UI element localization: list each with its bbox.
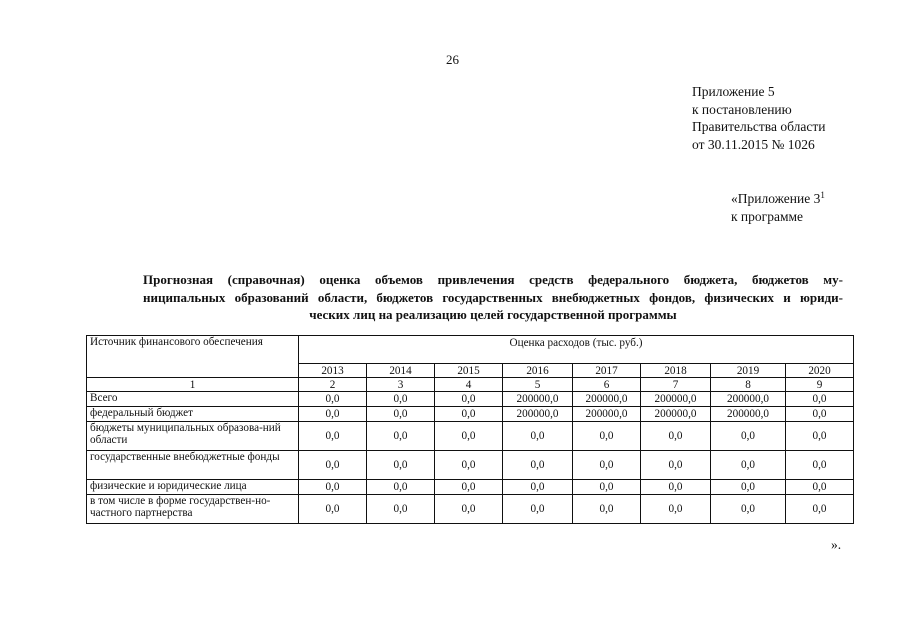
- value-cell: 200000,0: [641, 407, 711, 422]
- value-cell: 0,0: [367, 480, 435, 495]
- value-cell: 0,0: [367, 422, 435, 451]
- year-header: 2013: [299, 364, 367, 378]
- title-line-1: Прогнозная (справочная) оценка объемов привлечения средств федерального бюджета, бюджетов му-: [143, 272, 843, 287]
- value-cell: 0,0: [435, 422, 503, 451]
- source-cell: государственные внебюджетные фонды: [87, 451, 299, 480]
- value-cell: 0,0: [573, 422, 641, 451]
- value-cell: 0,0: [711, 480, 786, 495]
- value-cell: 0,0: [641, 495, 711, 524]
- value-cell: 0,0: [786, 422, 854, 451]
- source-cell: физические и юридические лица: [87, 480, 299, 495]
- year-header: 2018: [641, 364, 711, 378]
- value-cell: 0,0: [435, 392, 503, 407]
- column-numbers-row: [87, 378, 854, 392]
- table-row: [87, 495, 854, 524]
- value-cell: 0,0: [503, 480, 573, 495]
- program-ref-line-1-text: «Приложение 3: [731, 191, 821, 206]
- table-row: [87, 451, 854, 480]
- value-cell: 0,0: [299, 495, 367, 524]
- appendix-line-3: Правительства области: [692, 119, 826, 134]
- value-cell: 200000,0: [711, 407, 786, 422]
- program-ref-superscript: 1: [820, 190, 825, 200]
- table-row: [87, 392, 854, 407]
- column-number: 7: [641, 378, 711, 392]
- table-row: [87, 422, 854, 451]
- closing-quote-mark: ».: [831, 537, 842, 552]
- estimate-column-header: Оценка расходов (тыс. руб.): [299, 336, 854, 364]
- funding-estimate-table: [86, 335, 854, 524]
- column-number: 8: [711, 378, 786, 392]
- table-header-row: [87, 336, 854, 364]
- value-cell: 0,0: [786, 495, 854, 524]
- value-cell: 0,0: [299, 407, 367, 422]
- source-column-header: Источник финансового обеспечения: [87, 336, 299, 378]
- value-cell: 0,0: [573, 480, 641, 495]
- page-number: 26: [446, 52, 459, 67]
- value-cell: 200000,0: [573, 392, 641, 407]
- value-cell: 0,0: [641, 480, 711, 495]
- appendix-reference: [692, 83, 825, 153]
- value-cell: 200000,0: [573, 407, 641, 422]
- value-cell: 0,0: [367, 451, 435, 480]
- column-number: 4: [435, 378, 503, 392]
- table-row: [87, 407, 854, 422]
- column-number: 5: [503, 378, 573, 392]
- column-number: 2: [299, 378, 367, 392]
- value-cell: 0,0: [435, 495, 503, 524]
- year-header: 2014: [367, 364, 435, 378]
- value-cell: 0,0: [503, 495, 573, 524]
- year-header: 2015: [435, 364, 503, 378]
- value-cell: 0,0: [503, 422, 573, 451]
- value-cell: 0,0: [367, 392, 435, 407]
- value-cell: 0,0: [573, 451, 641, 480]
- value-cell: 0,0: [299, 451, 367, 480]
- program-ref-line-2: к программе: [731, 208, 804, 224]
- appendix-line-1: Приложение 5: [692, 84, 775, 99]
- column-number: 9: [786, 378, 854, 392]
- value-cell: 0,0: [641, 451, 711, 480]
- value-cell: 0,0: [435, 480, 503, 495]
- value-cell: 0,0: [435, 407, 503, 422]
- appendix-line-2: к постановлению: [692, 101, 792, 117]
- value-cell: 0,0: [299, 422, 367, 451]
- year-header: 2019: [711, 364, 786, 378]
- program-ref-line-1: [731, 187, 825, 208]
- year-header: 2020: [786, 364, 854, 378]
- value-cell: 0,0: [367, 407, 435, 422]
- value-cell: 0,0: [711, 495, 786, 524]
- column-number: 1: [87, 378, 299, 392]
- title-line-3: ческих лиц на реализацию целей государственной программы: [309, 307, 677, 322]
- value-cell: 0,0: [435, 451, 503, 480]
- value-cell: 0,0: [367, 495, 435, 524]
- value-cell: 200000,0: [711, 392, 786, 407]
- value-cell: 0,0: [786, 451, 854, 480]
- value-cell: 0,0: [786, 480, 854, 495]
- table-row: [87, 480, 854, 495]
- document-title: [143, 271, 843, 324]
- value-cell: 200000,0: [641, 392, 711, 407]
- value-cell: 0,0: [641, 422, 711, 451]
- value-cell: 0,0: [299, 392, 367, 407]
- value-cell: 200000,0: [503, 392, 573, 407]
- value-cell: 0,0: [786, 392, 854, 407]
- value-cell: 200000,0: [503, 407, 573, 422]
- year-header: 2017: [573, 364, 641, 378]
- column-number: 6: [573, 378, 641, 392]
- source-cell: бюджеты муниципальных образова-ний области: [87, 422, 299, 451]
- column-number: 3: [367, 378, 435, 392]
- value-cell: 0,0: [786, 407, 854, 422]
- source-cell: в том числе в форме государствен-но-частного партнерства: [87, 495, 299, 524]
- value-cell: 0,0: [573, 495, 641, 524]
- value-cell: 0,0: [299, 480, 367, 495]
- source-cell: федеральный бюджет: [87, 407, 299, 422]
- source-cell: Всего: [87, 392, 299, 407]
- value-cell: 0,0: [711, 451, 786, 480]
- appendix-line-4: от 30.11.2015 № 1026: [692, 136, 815, 152]
- value-cell: 0,0: [503, 451, 573, 480]
- title-line-2: ниципальных образований области, бюджетов государственных внебюджетных фондов, физических и юриди-: [143, 289, 843, 305]
- program-appendix-reference: [731, 187, 825, 225]
- year-header: 2016: [503, 364, 573, 378]
- value-cell: 0,0: [711, 422, 786, 451]
